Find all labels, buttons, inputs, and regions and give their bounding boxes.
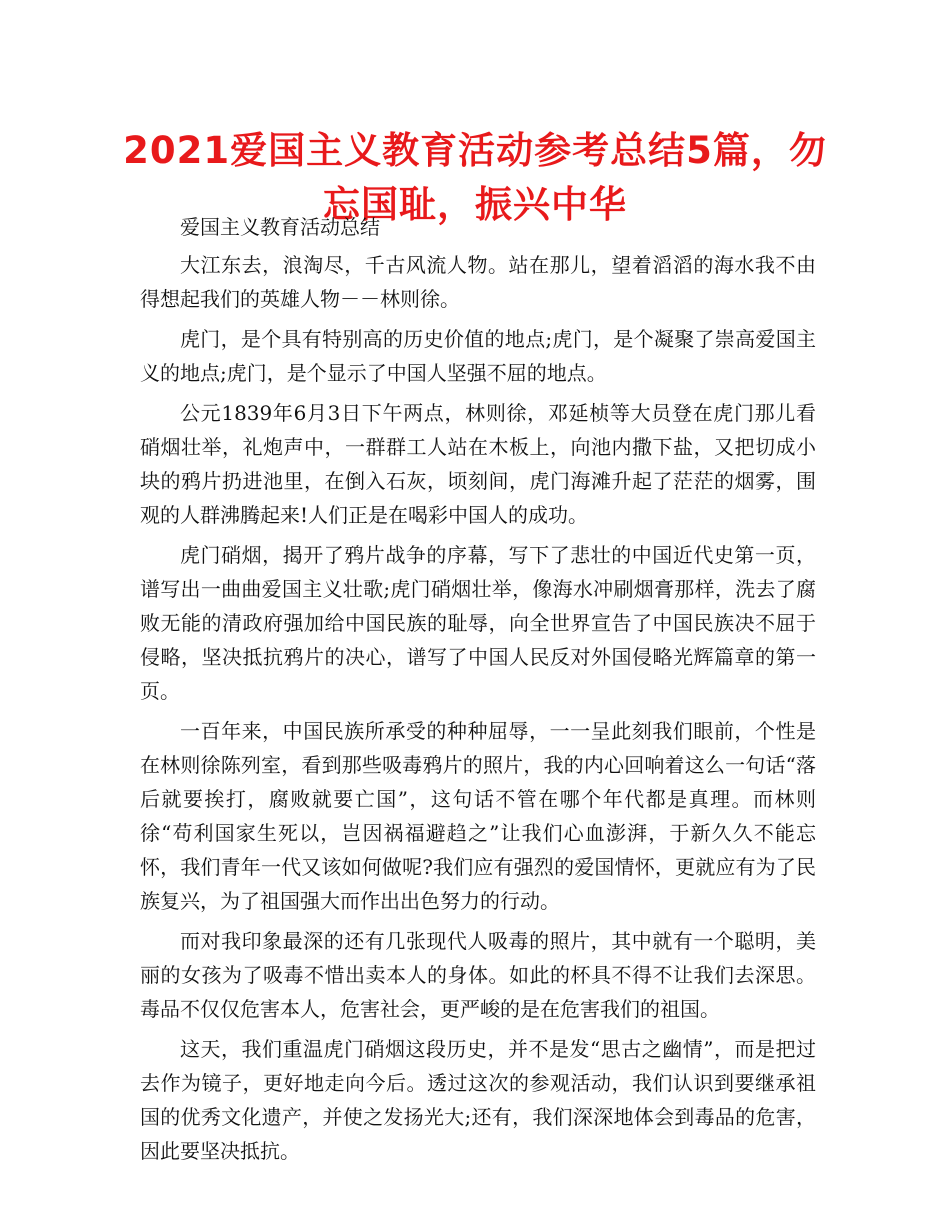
paragraph: 这天，我们重温虎门硝烟这段历史，并不是发“思古之幽情”，而是把过去作为镜子，更好地走向今后。透过这次的参观活动，我们认识到要继承祖国的优秀文化遗产，并使之发扬光大;还有，我们深深地体会到毒品的危害，因此要坚决抵抗。: [140, 1037, 816, 1163]
paragraph: 而对我印象最深的还有几张现代人吸毒的照片，其中就有一个聪明，美丽的女孩为了吸毒不惜出卖本人的身体。如此的杯具不得不让我们去深思。毒品不仅仅危害本人，危害社会，更严峻的是在危害我们的祖国。: [140, 929, 816, 1021]
paragraph: 大江东去，浪淘尽，千古风流人物。站在那儿，望着滔滔的海水我不由得想起我们的英雄人物－－林则徐。: [140, 253, 816, 311]
section-heading: 爱国主义教育活动总结: [180, 215, 380, 239]
paragraph: 虎门，是个具有特别高的历史价值的地点;虎门，是个凝聚了崇高爱国主义的地点;虎门，是个显示了中国人坚强不屈的地点。: [140, 327, 816, 385]
paragraph: 虎门硝烟，揭开了鸦片战争的序幕，写下了悲壮的中国近代史第一页，谱写出一曲曲爱国主义壮歌;虎门硝烟壮举，像海水冲刷烟膏那样，洗去了腐败无能的清政府强加给中国民族的耻辱，向全世界宣告了中国民族决不屈于侵略，坚决抵抗鸦片的决心，谱写了中国人民反对外国侵略光辉篇章的第一页。: [140, 543, 816, 703]
paragraph: 公元1839年6月3日下午两点，林则徐，邓延桢等大员登在虎门那儿看硝烟壮举，礼炮声中，一群群工人站在木板上，向池内撒下盐，又把切成小块的鸦片扔进池里，在倒入石灰，顷刻间，虎门海滩升起了茫茫的烟雾，围观的人群沸腾起来!人们正是在喝彩中国人的成功。: [140, 401, 816, 527]
document-body: [140, 210, 816, 1174]
document-title: 2021爱国主义教育活动参考总结5篇，勿忘国耻，振兴中华: [123, 129, 827, 226]
paragraph: 一百年来，中国民族所承受的种种屈辱，一一呈此刻我们眼前，个性是在林则徐陈列室，看到那些吸毒鸦片的照片，我的内心回响着这么一句话“落后就要挨打，腐败就要亡国”，这句话不管在哪个年代都是真理。而林则徐“苟利国家生死以，岂因祸福避趋之”让我们心血澎湃，于新久久不能忘怀，我们青年一代又该如何做呢?我们应有强烈的爱国情怀，更就应有为了民族复兴，为了祖国强大而作出出色努力的行动。: [140, 719, 816, 913]
